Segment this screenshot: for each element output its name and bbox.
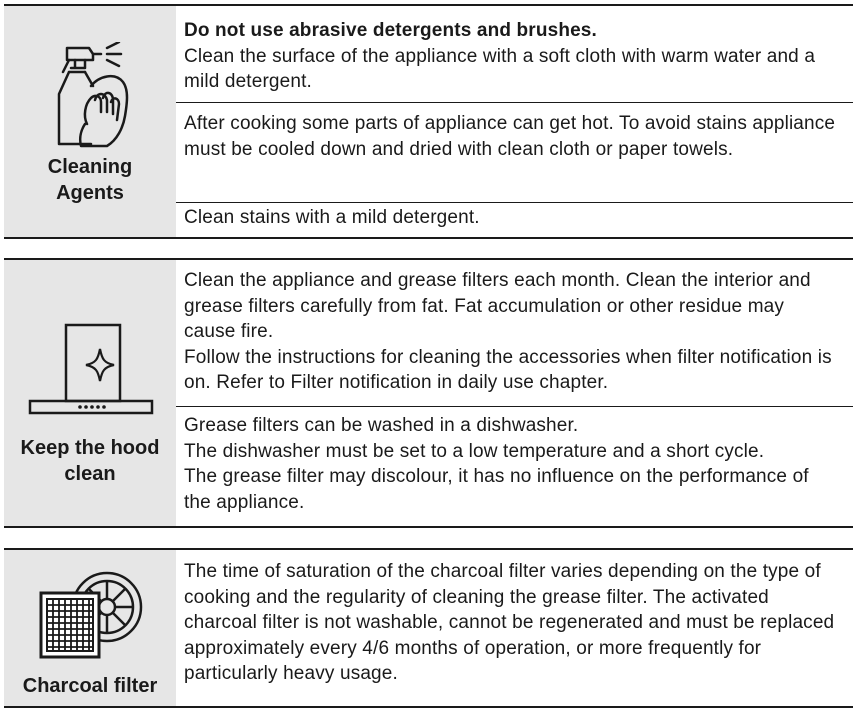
section-sidebar [4,550,176,706]
section-label: Keep the hood clean [20,437,160,485]
section-keep-hood-clean [4,258,853,528]
paragraph-block [176,18,853,95]
paragraph-block [176,559,853,687]
row-divider [176,202,853,203]
paragraph-text: The dishwasher must be set to a low temperature and a short cycle. [184,440,765,462]
paragraph-block [176,111,853,162]
paragraph-text: Clean the appliance and grease filters each month. Clean the interior and grease filters carefully from fat. Fat accumulation or other residue may cause fire. [184,270,811,343]
section-charcoal-filter [4,548,853,708]
paragraph-text: Grease filters can be washed in a dishwasher. [184,415,579,436]
paragraph-block [176,413,853,515]
paragraph-text: The grease filter may discolour, it has no influence on the performance of the appliance. [184,466,809,513]
paragraph-text: Clean stains with a mild detergent. [184,207,480,228]
row-divider [176,102,853,103]
section-bottom-rule [4,526,853,528]
cleaning-spray-icon [45,42,135,148]
paragraph-text: After cooking some parts of appliance can get hot. To avoid stains appliance must be cooled down and dried with clean cloth or paper towels. [184,113,836,160]
paragraph-text: Follow the instructions for cleaning the accessories when filter notification is on. Refer to Filter notification in daily use chapter. [184,346,832,394]
section-sidebar [4,260,176,526]
section-label: Cleaning Agents [47,155,133,204]
section-label: Charcoal filter [22,675,158,697]
row-divider [176,406,853,407]
section-bottom-rule [4,706,853,708]
section-bottom-rule [4,237,853,239]
charcoal-filter-icon [35,567,145,667]
paragraph-text: Clean the surface of the appliance with a soft cloth with warm water and a mild detergent. [184,45,816,93]
section-content [176,6,853,237]
section-cleaning-agents [4,4,853,239]
section-content [176,260,853,526]
paragraph-text: The time of saturation of the charcoal filter varies depending on the type of cooking and the regularity of cleaning the grease filter. The activated charcoal filter is not washable, cannot be regenerated and must be replaced approximately every 4/6 months of operation, or more frequently for particularly heavy usage. [184,561,835,685]
paragraph-block [176,268,853,396]
paragraph-heading: Do not use abrasive detergents and brushes. [184,20,597,41]
section-sidebar [4,6,176,237]
hood-sparkle-icon [26,323,154,421]
section-content [176,550,853,706]
paragraph-block [176,205,853,231]
